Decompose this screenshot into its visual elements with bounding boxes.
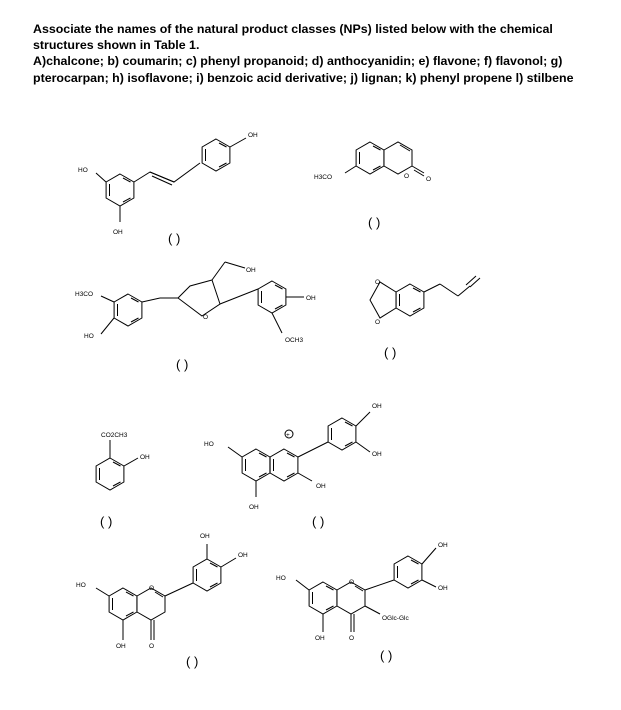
label-carbonyl-o: O (349, 635, 355, 642)
label-h3co: H3CO (314, 174, 333, 181)
label-ring-o: O (203, 314, 209, 321)
answer-blank-4[interactable]: ( ) (384, 345, 397, 360)
structure-anthocyanidin-like (204, 403, 382, 511)
label-ring-o: O (349, 579, 355, 586)
label-oh: OH (238, 552, 248, 559)
label-oh: OH (372, 403, 382, 410)
label-carbonyl-o: O (149, 643, 155, 650)
label-ho: HO (276, 575, 286, 582)
label-oh: OH (113, 229, 123, 236)
answer-blank-1[interactable]: ( ) (168, 231, 181, 246)
label-oh: OH (200, 533, 210, 540)
structure-flavonol-like (276, 542, 448, 642)
structure-phenylpropene-like (370, 276, 480, 326)
label-oh: OH (140, 454, 150, 461)
label-plus: + (286, 432, 290, 439)
label-ho: HO (84, 333, 94, 340)
label-oh: OH (306, 295, 316, 302)
label-ring-o: O (149, 585, 155, 592)
label-co2ch3: CO2CH3 (101, 432, 128, 439)
structure-lignan-like (75, 262, 316, 344)
label-h3co: H3CO (75, 291, 94, 298)
label-oglc-glc: OGlc-Glc (382, 615, 409, 622)
answer-blank-7[interactable]: ( ) (186, 654, 199, 669)
label-oh: OH (248, 132, 258, 139)
label-carbonyl-o: O (426, 176, 432, 183)
label-oh: OH (372, 451, 382, 458)
label-oh: OH (316, 483, 326, 490)
question-options: A)chalcone; b) coumarin; c) phenyl propanoid; d) anthocyanidin; e) flavone; f) flavonol; g) pterocarpan; h) isoflavone; i) benzoic acid derivative; j) lignan; k) phenyl propene l) stilbene (33, 54, 574, 85)
label-och3: OCH3 (285, 337, 304, 344)
label-ring-o: O (404, 173, 410, 180)
answer-blank-8[interactable]: ( ) (380, 648, 393, 663)
structure-coumarin-like (314, 142, 431, 183)
label-o: O (375, 279, 381, 286)
structure-flavone-like (76, 533, 248, 650)
label-oh: OH (438, 542, 448, 549)
answer-blank-2[interactable]: ( ) (368, 215, 381, 230)
answer-blank-3[interactable]: ( ) (176, 357, 189, 372)
label-ho: HO (78, 167, 88, 174)
structure-benzoic-like (96, 432, 150, 490)
label-o: O (375, 319, 381, 326)
label-oh: OH (315, 635, 325, 642)
question-intro: Associate the names of the natural product classes (NPs) listed below with the chemical structures shown in Table 1. (33, 22, 553, 53)
label-oh: OH (116, 643, 126, 650)
structure-stilbene-like (78, 132, 258, 236)
label-oh: OH (249, 504, 259, 511)
label-oh: OH (246, 267, 256, 274)
label-ho: HO (76, 582, 86, 589)
answer-blank-5[interactable]: ( ) (100, 514, 113, 529)
label-oh: OH (438, 585, 448, 592)
answer-blank-6[interactable]: ( ) (312, 514, 325, 529)
label-ho: HO (204, 441, 214, 448)
